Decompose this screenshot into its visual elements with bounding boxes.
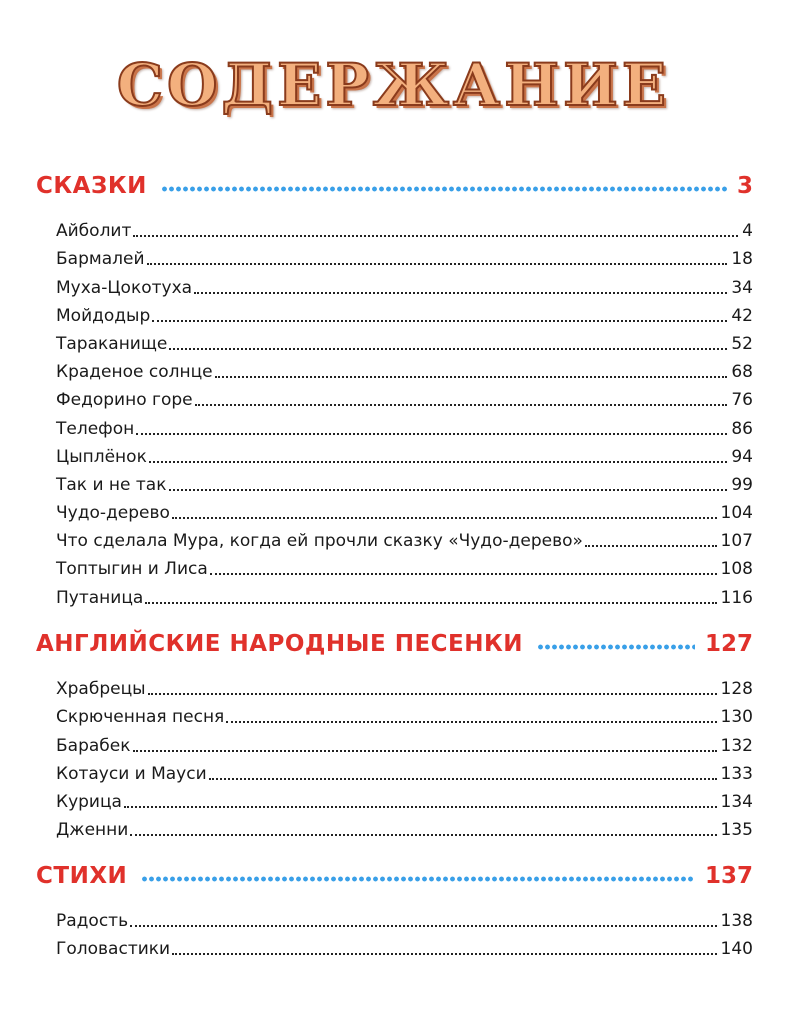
entry-title: Чудо-дерево: [56, 503, 170, 524]
dot-leader: [133, 235, 738, 237]
dot-leader: [194, 292, 727, 294]
entry-page-number: 134: [720, 791, 753, 812]
section-heading-english-songs[interactable]: [36, 626, 753, 662]
dot-leader: [215, 376, 728, 378]
entry-page-number: 107: [720, 531, 753, 552]
entry-page-number: 99: [731, 474, 753, 495]
toc-entry[interactable]: [56, 411, 753, 439]
toc-entry[interactable]: [56, 242, 753, 270]
entry-page-number: 94: [731, 446, 753, 467]
dot-leader: [537, 644, 695, 650]
section-page-number: 127: [704, 631, 753, 657]
entry-page-number: 130: [720, 707, 753, 728]
section-label: СТИХИ: [36, 863, 128, 889]
toc-entry[interactable]: [56, 700, 753, 728]
toc-entry[interactable]: [56, 496, 753, 524]
toc-entry[interactable]: [56, 468, 753, 496]
entry-page-number: 52: [731, 333, 753, 354]
entry-title: Радость: [56, 911, 129, 932]
dot-leader: [148, 693, 717, 695]
entry-title: Скрюченная песня: [56, 707, 225, 728]
entry-title: Что сделала Мура, когда ей прочли сказку «Чудо-дерево»: [56, 531, 583, 552]
entry-title: Айболит: [56, 221, 132, 242]
entry-page-number: 4: [742, 221, 753, 242]
entry-page-number: 116: [720, 587, 753, 608]
entry-page-number: 104: [720, 503, 753, 524]
entry-page-number: 76: [731, 390, 753, 411]
dot-leader: [195, 404, 728, 406]
toc-entry[interactable]: [56, 552, 753, 580]
entry-page-number: 42: [731, 305, 753, 326]
entry-title: Барабек: [56, 735, 131, 756]
entry-page-number: 135: [720, 820, 753, 841]
entry-page-number: 108: [720, 559, 753, 580]
toc-entry[interactable]: [56, 580, 753, 608]
dot-leader: [124, 806, 717, 808]
section-heading-poems[interactable]: [36, 858, 753, 894]
toc-entry[interactable]: [56, 524, 753, 552]
entry-page-number: 34: [731, 277, 753, 298]
entry-page-number: 132: [720, 735, 753, 756]
dot-leader: [149, 461, 728, 463]
dot-leader: [141, 876, 695, 882]
toc-list-english-songs: [56, 672, 753, 841]
entry-title: Котауси и Мауси: [56, 763, 207, 784]
entry-page-number: 128: [720, 679, 753, 700]
entry-title: Путаница: [56, 587, 144, 608]
toc-entry[interactable]: [56, 383, 753, 411]
dot-leader: [133, 750, 717, 752]
toc-entry[interactable]: [56, 440, 753, 468]
toc-entry[interactable]: [56, 728, 753, 756]
section-label: АНГЛИЙСКИЕ НАРОДНЫЕ ПЕСЕНКИ: [36, 631, 524, 657]
entry-title: Курица: [56, 791, 122, 812]
dot-leader: [226, 721, 716, 723]
toc-entry[interactable]: [56, 270, 753, 298]
toc-list-fairy-tales: [56, 214, 753, 609]
entry-page-number: 68: [731, 362, 753, 383]
entry-page-number: 133: [720, 763, 753, 784]
dot-leader: [172, 517, 717, 519]
entry-title: Головастики: [56, 939, 171, 960]
dot-leader: [136, 433, 727, 435]
page-title: СОДЕРЖАНИЕ: [116, 51, 671, 119]
section-heading-fairy-tales[interactable]: [36, 168, 753, 204]
dot-leader: [169, 489, 728, 491]
toc-entry[interactable]: [56, 757, 753, 785]
entry-title: Федорино горе: [56, 390, 193, 411]
dot-leader: [147, 263, 728, 265]
entry-title: Так и не так: [56, 474, 167, 495]
dot-leader: [152, 320, 727, 322]
entry-page-number: 18: [731, 249, 753, 270]
dot-leader: [161, 186, 727, 192]
entry-title: Цыплёнок: [56, 446, 147, 467]
toc-entry[interactable]: [56, 932, 753, 960]
section-page-number: 137: [704, 863, 753, 889]
entry-title: Тараканище: [56, 333, 168, 354]
dot-leader: [209, 778, 717, 780]
entry-title: Топтыгин и Лиса: [56, 559, 208, 580]
entry-page-number: 140: [720, 939, 753, 960]
dot-leader: [130, 834, 716, 836]
toc-entry[interactable]: [56, 813, 753, 841]
toc-entry[interactable]: [56, 327, 753, 355]
dot-leader: [585, 545, 717, 547]
toc-entry[interactable]: [56, 299, 753, 327]
toc-entry[interactable]: [56, 214, 753, 242]
dot-leader: [210, 573, 717, 575]
entry-title: Краденое солнце: [56, 362, 213, 383]
toc-entry[interactable]: [56, 785, 753, 813]
entry-title: Дженни: [56, 820, 129, 841]
toc-list-poems: [56, 904, 753, 960]
toc-entry[interactable]: [56, 904, 753, 932]
entry-page-number: 138: [720, 911, 753, 932]
dot-leader: [172, 953, 716, 955]
section-label: СКАЗКИ: [36, 173, 147, 199]
section-page-number: 3: [736, 173, 753, 199]
entry-title: Телефон: [56, 418, 135, 439]
dot-leader: [130, 925, 716, 927]
entry-title: Муха-Цокотуха: [56, 277, 193, 298]
entry-page-number: 86: [731, 418, 753, 439]
entry-title: Бармалей: [56, 249, 145, 270]
dot-leader: [169, 348, 727, 350]
dot-leader: [145, 602, 716, 604]
entry-title: Мойдодыр: [56, 305, 151, 326]
toc-entry[interactable]: [56, 672, 753, 700]
entry-title: Храбрецы: [56, 679, 146, 700]
toc-entry[interactable]: [56, 355, 753, 383]
